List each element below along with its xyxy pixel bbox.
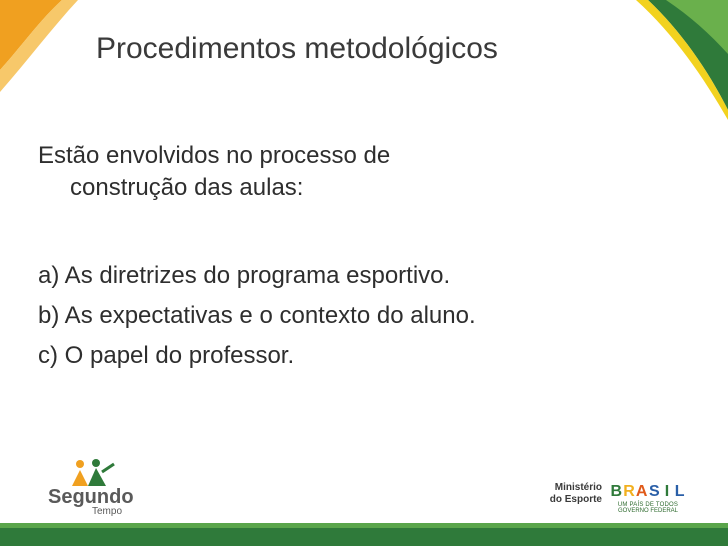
list-item: c) O papel do professor. — [38, 342, 295, 369]
figures-icon — [62, 458, 122, 488]
slide-title: Procedimentos metodológicos — [96, 32, 498, 65]
corner-decoration-left — [0, 0, 110, 100]
ministerio-logo — [540, 482, 602, 514]
ministerio-line-1: Ministério — [554, 482, 602, 493]
list-item: a) As diretrizes do programa esportivo. — [38, 262, 451, 289]
corner-decoration-right — [618, 0, 728, 120]
bottom-stripe — [0, 528, 728, 546]
brasil-government: GOVERNO FEDERAL — [617, 508, 678, 514]
segundo-tempo-sub: Tempo — [92, 506, 123, 517]
segundo-tempo-logo — [42, 458, 132, 522]
brasil-letters — [610, 482, 686, 502]
intro-paragraph — [38, 140, 678, 204]
intro-line-2: construção das aulas: — [70, 174, 304, 201]
list-item: b) As expectativas e o contexto do aluno. — [38, 302, 476, 329]
brasil-slogan: UM PAÍS DE TODOS — [617, 502, 679, 508]
brasil-letter: B — [610, 483, 623, 500]
brasil-letter: I — [664, 483, 670, 500]
brasil-letter: R — [623, 483, 635, 500]
brasil-logo — [610, 482, 686, 512]
brasil-letter: L — [674, 483, 685, 500]
brasil-letter: S — [649, 483, 660, 500]
topic-list — [38, 260, 678, 380]
segundo-tempo-brand: Segundo — [48, 486, 134, 508]
brasil-letter: A — [635, 483, 648, 500]
slide-body — [38, 140, 678, 380]
intro-line-1: Estão envolvidos no processo de — [38, 142, 391, 169]
ministerio-line-2: do Esporte — [549, 494, 602, 505]
